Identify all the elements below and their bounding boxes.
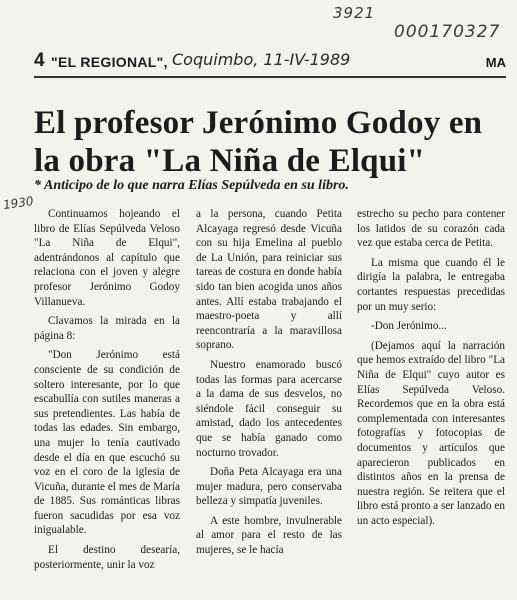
headline: El profesor Jerónimo Godoy en la obra "La Niña de Elqui" [34,105,483,179]
newspaper-name: "EL REGIONAL", [51,54,168,70]
paragraph: Clavamos la mirada en la página 8: [34,315,180,342]
section-label: MA [485,55,506,70]
paragraph: La misma que cuando él le dirigía la palabra, le entregaba cortantes respuestas precedidas por un muy serio: [357,256,505,313]
handwritten-date: Coquimbo, 11-IV-1989 [172,50,351,69]
paragraph: Doña Peta Alcayaga era una mujer madura, pero conservaba belleza y simpatía juveniles. [196,466,342,508]
paragraph: "Don Jerónimo está consciente de su condición de soltero interesante, por lo que escabullía con sutiles maneras a sus pretendientes. Las había de todas las edades. Sin embargo, una mujer lo tenía cautivado desde el día en que escuchó su voz en el coro de la iglesia de Vicuña, durante el mes de María de 1885. Sus románticas libras fueron sacudidas por esa voz inigualable. [34,349,180,537]
page-number: 4 [34,50,45,71]
subheadline: * Anticipo de lo que narra Elías Sepúlveda en su libro. [34,178,349,193]
handwritten-number: 3921 [333,4,376,22]
paragraph: El destino desearía, posteriormente, unir la voz [34,544,180,571]
paragraph: Continuamos hojeando el libro de Elías Sepúlveda Veloso "La Niña de Elqui", adentrándonos al capítulo que relaciona con el joven y alegre profesor Jerónimo Godoy Villanueva. [34,208,180,308]
paragraph: a la persona, cuando Petita Alcayaga regresó desde Vicuña con su hija Emelina al pueblo de La Unión, para reiniciar sus tareas de costura en donde había sido tan bien acogida unos años antes. Allí estaba trabajando el maestro-poeta y allí reencontraría a la maravillosa soprano. [196,208,342,352]
archive-code: 000170327 [394,22,501,42]
handwritten-year: 1930 [2,193,35,213]
article-column-1 [34,207,180,577]
paragraph: Nuestro enamorado buscó todas las formas para acercarse a la dama de sus desvelos, no siéndole fácil conseguir su amistad, dado los antecedentes que se había ganado como nocturno trovador. [196,358,342,459]
paragraph: estrecho su pecho para contener los latidos de su corazón cada vez que estaba cerca de Petita. [357,208,505,250]
paragraph: A este hombre, invulnerable al amor para el resto de las mujeres, se le hacía [196,514,342,557]
paragraph: -Don Jerónimo... [371,320,447,333]
article-column-2 [196,207,342,563]
article-column-3 [357,207,505,533]
paragraph: (Dejamos aquí la narración que hemos extraído del libro "La Niña de Elqui" cuyo autor es Elías Sepúlveda Veloso. Recordemos que en la obra está complementada con interesantes fotografías y fotocopias de documentos y artículos que aparecieron publicados en distintos años en la prensa de nuestra región. Se reitera que el libro está pronto a ser lanzado en un acto especial). [357,339,505,527]
